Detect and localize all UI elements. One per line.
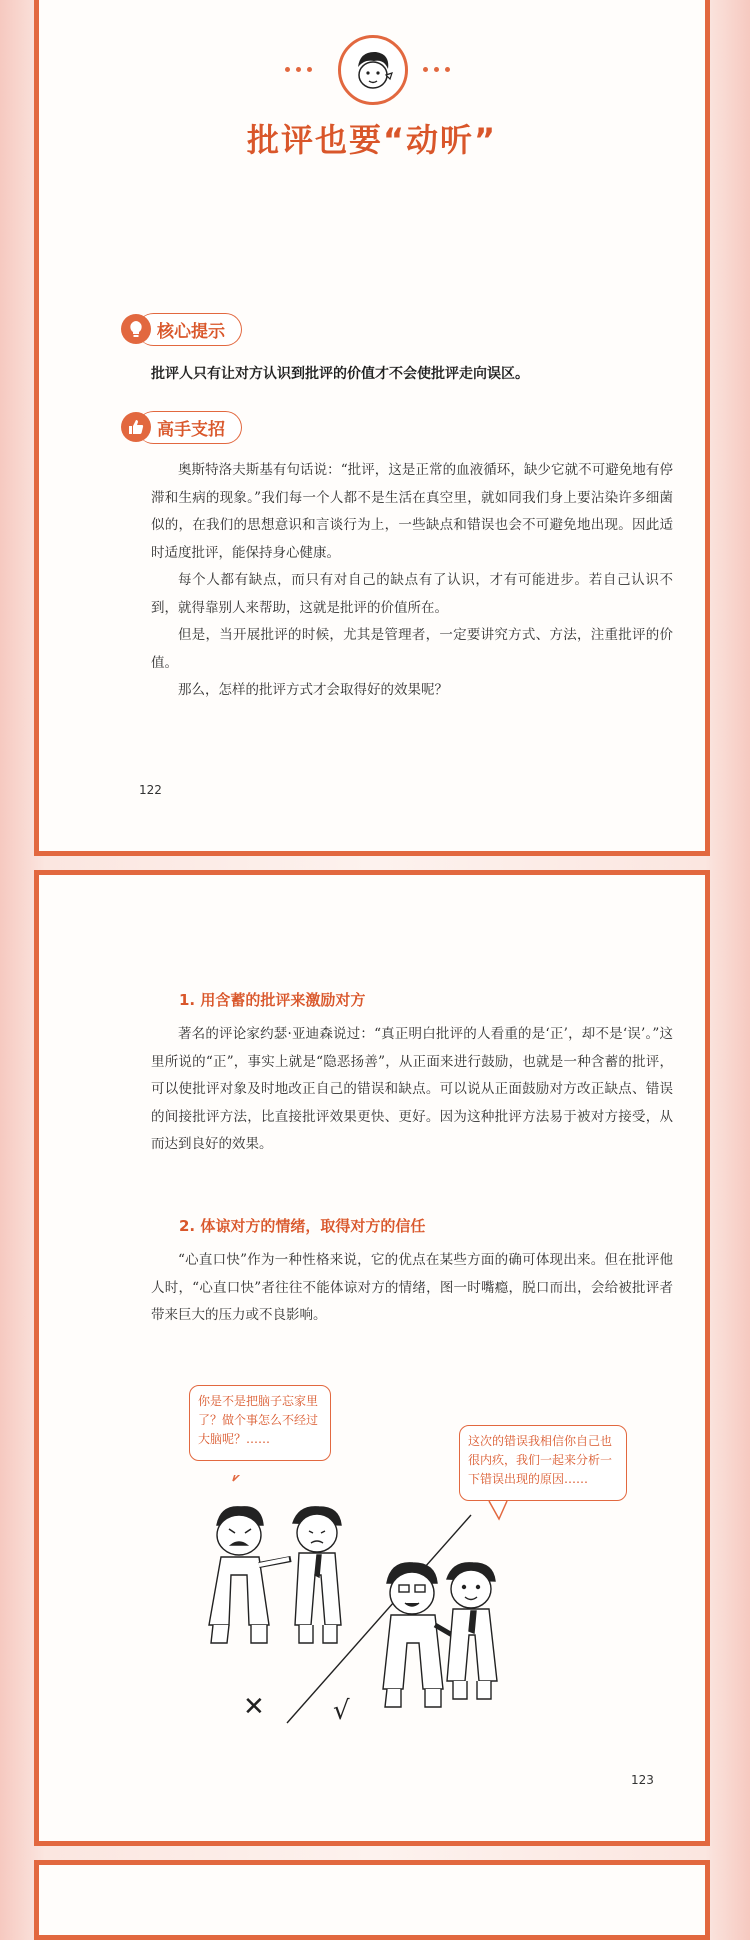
master-tips-tag (121, 411, 242, 443)
calm-manager-figure (383, 1563, 459, 1707)
decorative-dots-right (423, 67, 450, 72)
master-tips-label: 高手支招 (137, 411, 242, 444)
happy-employee-figure (447, 1563, 497, 1699)
paragraph: 奥斯特洛夫斯基有句话说：“批评，这是正常的血液循环，缺少它就不可避免地有停滞和生病的现象。”我们每一个人都不是生活在真空里，就如同我们身上要沾染许多细菌似的，在我们的思想意识和言谈行为上，一些缺点和错误也会不可避免地出现。因此适时适度批评，能保持身心健康。 (151, 462, 673, 561)
thumbs-up-icon (121, 412, 151, 442)
book-page-next (34, 1860, 710, 1940)
angry-boss-figure (209, 1507, 291, 1643)
page-number: 123 (631, 1773, 654, 1787)
sad-employee-figure (293, 1507, 341, 1643)
speech-bubble-harsh: 你是不是把脑子忘家里了？做个事怎么不经过大脑呢？…… (189, 1385, 331, 1461)
book-page-122 (34, 0, 710, 856)
core-tip-label: 核心提示 (137, 313, 242, 346)
paragraph: 每个人都有缺点，而只有对自己的缺点有了认识，才有可能进步。若自己认识不到，就得靠别人来帮助，这就是批评的价值所在。 (151, 572, 673, 616)
lightbulb-icon (121, 314, 151, 344)
page1-body-text (151, 457, 673, 705)
section-1-text (151, 1021, 673, 1159)
paragraph: 那么，怎样的批评方式才会取得好的效果呢？ (178, 682, 448, 698)
wrong-mark: ✕ (243, 1692, 265, 1722)
paragraph: 但是，当开展批评的时候，尤其是管理者，一定要讲究方式、方法，注重批评的价值。 (151, 627, 673, 671)
cartoon-illustration (169, 1475, 649, 1725)
right-mark: √ (333, 1696, 350, 1725)
chapter-title: 批评也要“动听” (246, 121, 498, 159)
paragraph: 著名的评论家约瑟·亚迪森说过：“真正明白批评的人看重的是‘正’，却不是‘误’。”这里所说的“正”，事实上就是“隐恶扬善”，从正面来进行鼓励，也就是一种含蓄的批评，可以使批评对象及时地改正自己的错误和缺点。可以说从正面鼓励对方改正缺点、错误的间接批评方法，比直接批评效果更快、更好。因为这种批评方法易于被对方接受，从而达到良好的效果。 (151, 1026, 673, 1152)
book-page-123 (34, 870, 710, 1846)
section-heading-1: 1. 用含蓄的批评来激励对方 (179, 991, 366, 1009)
core-tip-tag (121, 313, 242, 345)
core-tip-text: 批评人只有让对方认识到批评的价值才不会使批评走向误区。 (151, 366, 529, 382)
page-number: 122 (139, 783, 162, 797)
cartoon-face-icon (338, 35, 408, 105)
section-heading-2: 2. 体谅对方的情绪，取得对方的信任 (179, 1217, 426, 1235)
speech-bubble-kind: 这次的错误我相信你自己也很内疚，我们一起来分析一下错误出现的原因…… (459, 1425, 627, 1501)
paragraph: “心直口快”作为一种性格来说，它的优点在某些方面的确可体现出来。但在批评他人时，“心直口快”者往往不能体谅对方的情绪，图一时嘴瘾，脱口而出，会给被批评者带来巨大的压力或不良影响。 (151, 1252, 673, 1323)
section-2-text (151, 1247, 673, 1330)
decorative-dots-left (285, 67, 312, 72)
